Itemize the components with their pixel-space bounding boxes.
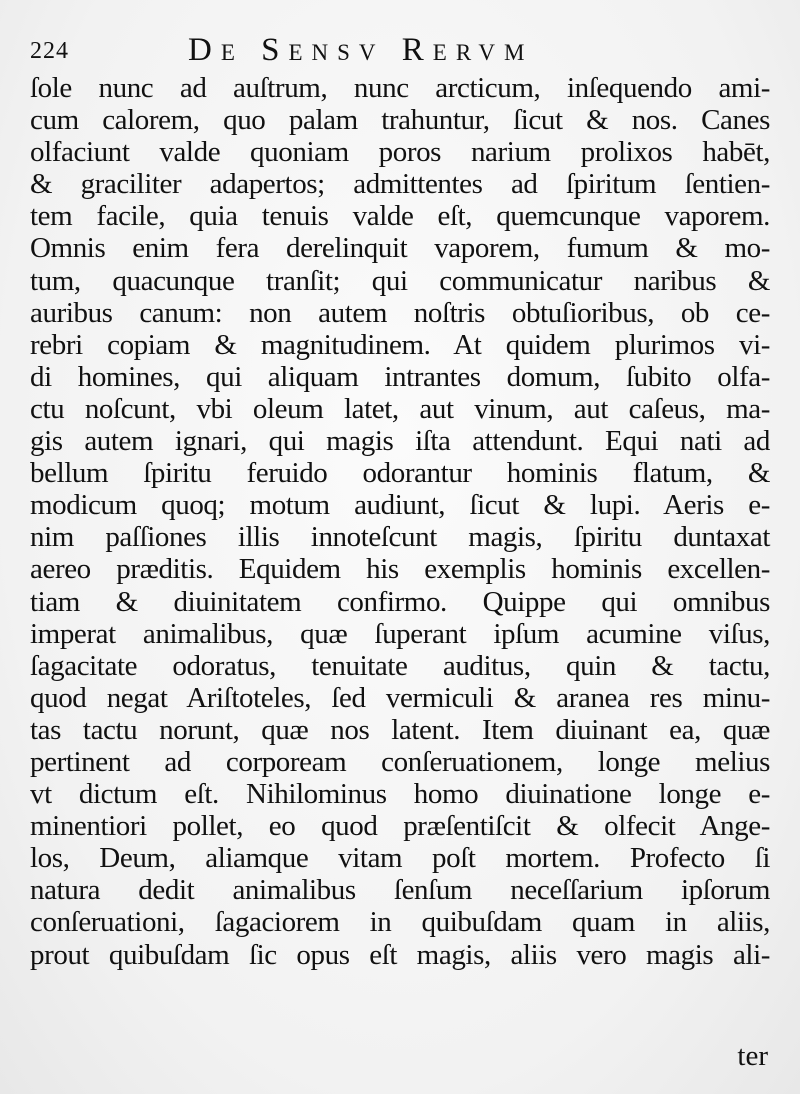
text-line: tiam & diuinitatem confirmo. Quippe qui omnibus [30,585,770,618]
text-line: natura dedit animalibus ſenſum neceſſarium ipſorum [30,874,770,907]
text-line: nim paſſiones illis innoteſcunt magis, ſpiritu duntaxat [30,521,770,554]
page-header [30,28,770,68]
text-line: Omnis enim fera derelinquit vaporem, fumum & mo- [30,232,770,265]
text-line: rebri copiam & magnitudinem. At quidem plurimos vi- [30,328,770,361]
text-line: vt dictum eſt. Nihilominus homo diuinatione longe e- [30,778,770,811]
text-line: aereo prӕditis. Equidem his exemplis hominis excellen- [30,553,770,586]
text-line: modicum quoq; motum audiunt, ſicut & lupi. Aeris e- [30,489,770,522]
text-line: conſeruationi, ſagaciorem in quibuſdam quam in aliis, [30,906,770,939]
page-number: 224 [30,38,69,64]
text-line: los, Deum, aliamque vitam poſt mortem. Profecto ſi [30,842,770,875]
text-line: minentiori pollet, eo quod prӕſentiſcit & olfecit Ange- [30,810,770,843]
text-line: cum calorem, quo palam trahuntur, ſicut & nos. Canes [30,104,770,137]
catchword: ter [737,1040,768,1072]
text-line: ctu noſcunt, vbi oleum latet, aut vinum, aut caſeus, ma- [30,392,770,425]
text-line: tum, quacunque tranſit; qui communicatur naribus & [30,264,770,297]
body-text [30,72,770,971]
text-line: olfaciunt valde quoniam poros narium prolixos habēt, [30,136,770,169]
text-line: gis autem ignari, qui magis iſta attendunt. Equi nati ad [30,425,770,458]
text-line: pertinent ad corpoream conſeruationem, longe melius [30,745,770,778]
text-line: quod negat Ariſtoteles, ſed vermiculi & aranea res minu- [30,681,770,714]
text-line: auribus canum: non autem noſtris obtuſioribus, ob ce- [30,296,770,329]
text-line: & graciliter adapertos; admittentes ad ſpiritum ſentien- [30,168,770,201]
text-line: tem facile, quia tenuis valde eſt, quemcunque vaporem. [30,200,770,233]
text-line: ſagacitate odoratus, tenuitate auditus, quin & tactu, [30,649,770,682]
running-title: De Sensv Rervm [188,32,534,68]
text-line: di homines, qui aliquam intrantes domum, ſubito olfa- [30,360,770,393]
text-line: imperat animalibus, quӕ ſuperant ipſum acumine viſus, [30,617,770,650]
text-line: prout quibuſdam ſic opus eſt magis, aliis vero magis ali- [30,938,770,971]
text-line: bellum ſpiritu feruido odorantur hominis flatum, & [30,457,770,490]
text-line: ſole nunc ad auſtrum, nunc arcticum, inſequendo ami- [30,72,770,104]
text-line: tas tactu norunt, quӕ nos latent. Item diuinant ea, quӕ [30,713,770,746]
